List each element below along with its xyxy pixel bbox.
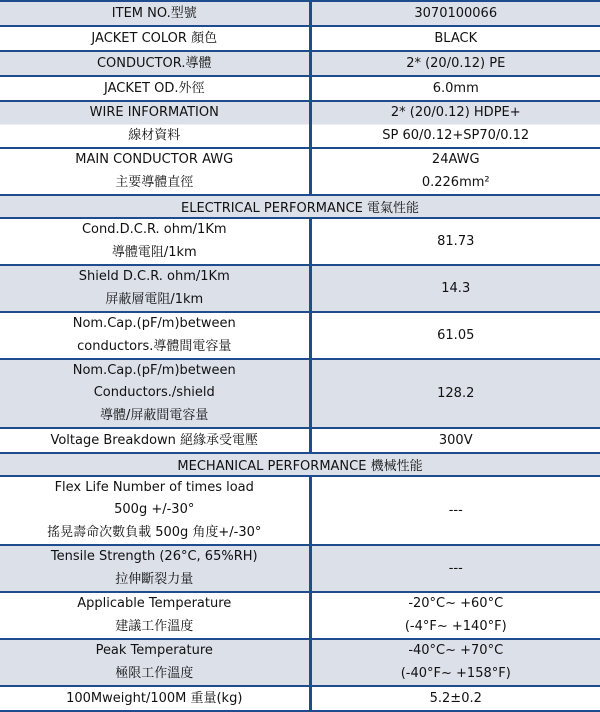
spec-label-line: MAIN CONDUCTOR AWG	[75, 152, 234, 167]
spec-row	[0, 639, 600, 686]
spec-label	[0, 76, 310, 101]
spec-label-line: 線材資料	[128, 127, 181, 143]
spec-value-line: 24AWG	[431, 152, 480, 167]
spec-value-line: 2* (20/0.12) PE	[406, 56, 506, 71]
spec-row	[0, 76, 600, 101]
spec-label-line: Peak Temperature	[95, 643, 213, 658]
spec-value	[310, 26, 600, 51]
spec-label-line: Conductors./shield	[93, 385, 215, 401]
spec-label	[0, 428, 310, 453]
spec-value	[310, 51, 600, 76]
spec-value	[310, 148, 600, 195]
spec-label	[0, 476, 310, 545]
spec-label-line: 500g +/-30°	[114, 502, 195, 518]
spec-value-line: 5.2±0.2	[429, 691, 482, 706]
spec-row	[0, 51, 600, 76]
spec-value-line: 61.05	[437, 328, 475, 343]
spec-label-line: WIRE INFORMATION	[89, 105, 219, 120]
spec-label-line: JACKET COLOR 顏色	[91, 31, 218, 46]
spec-row	[0, 1, 600, 26]
spec-label-line: ITEM NO.型號	[111, 6, 197, 21]
spec-label-line: 導體電阻/1km	[111, 244, 197, 260]
spec-label-line: Voltage Breakdown 絕緣承受電壓	[50, 433, 259, 448]
spec-label	[0, 686, 310, 711]
spec-row	[0, 26, 600, 51]
spec-value-line: (-40°F~ +158°F)	[400, 665, 511, 681]
spec-label-line: Flex Life Number of times load	[54, 480, 254, 495]
spec-value	[310, 428, 600, 453]
spec-label-line: 100Mweight/100M 重量(kg)	[66, 691, 243, 706]
spec-label	[0, 639, 310, 686]
spec-label	[0, 148, 310, 195]
spec-label-line: 建議工作溫度	[115, 618, 194, 634]
spec-value-line: 2* (20/0.12) HDPE+	[390, 105, 521, 120]
spec-row	[0, 312, 600, 359]
spec-value-line: -40°C~ +70°C	[408, 643, 504, 658]
spec-row	[0, 148, 600, 195]
spec-label	[0, 26, 310, 51]
spec-value	[310, 359, 600, 428]
spec-label-line: Cond.D.C.R. ohm/1Km	[81, 222, 227, 237]
spec-value	[310, 686, 600, 711]
spec-label	[0, 51, 310, 76]
spec-table-body	[0, 1, 600, 711]
spec-label	[0, 545, 310, 592]
spec-label-line: JACKET OD.外徑	[103, 81, 205, 96]
spec-label	[0, 312, 310, 359]
section-header	[0, 195, 600, 218]
spec-value-line: -20°C~ +60°C	[408, 596, 504, 611]
spec-label	[0, 265, 310, 312]
spec-label-line: 屏蔽層電阻/1km	[105, 291, 204, 307]
spec-label-line: Nom.Cap.(pF/m)between	[72, 316, 236, 331]
spec-row	[0, 476, 600, 545]
spec-label-line: Shield D.C.R. ohm/1Km	[78, 269, 230, 284]
spec-value-line: 81.73	[437, 234, 475, 249]
spec-value-line: 300V	[438, 433, 473, 448]
spec-row	[0, 101, 600, 148]
section-header	[0, 453, 600, 476]
spec-row	[0, 265, 600, 312]
spec-value-line: SP 60/0.12+SP70/0.12	[382, 127, 530, 143]
spec-value-line: BLACK	[434, 31, 478, 46]
spec-value-line: 6.0mm	[432, 81, 479, 96]
spec-label-line: Tensile Strength (26°C, 65%RH)	[50, 549, 258, 564]
spec-value-line: 3070100066	[414, 6, 498, 21]
spec-label-line: 導體/屏蔽間電容量	[100, 407, 209, 423]
spec-value	[310, 476, 600, 545]
spec-label	[0, 1, 310, 26]
spec-value-line: (-4°F~ +140°F)	[404, 618, 507, 634]
spec-row	[0, 428, 600, 453]
spec-value	[310, 639, 600, 686]
spec-row	[0, 592, 600, 639]
spec-value	[310, 1, 600, 26]
spec-label-line: 極限工作溫度	[115, 665, 194, 681]
spec-label	[0, 218, 310, 265]
spec-value-line: ---	[448, 503, 463, 518]
spec-value-line: ---	[448, 561, 463, 576]
section-title: MECHANICAL PERFORMANCE 機械性能	[0, 453, 600, 476]
spec-value	[310, 218, 600, 265]
section-title: ELECTRICAL PERFORMANCE 電氣性能	[0, 195, 600, 218]
spec-value-line: 0.226mm²	[421, 174, 490, 190]
spec-label-line: CONDUCTOR.導體	[96, 56, 212, 71]
spec-label-line: 拉伸斷裂力量	[115, 571, 194, 587]
spec-value	[310, 592, 600, 639]
spec-value	[310, 312, 600, 359]
spec-value	[310, 101, 600, 148]
spec-label-line: Applicable Temperature	[77, 596, 232, 611]
spec-row	[0, 686, 600, 711]
spec-value-line: 14.3	[441, 281, 471, 296]
spec-label-line: conductors.導體間電容量	[77, 338, 232, 354]
spec-label-line: Nom.Cap.(pF/m)between	[72, 363, 236, 378]
spec-value-line: 128.2	[437, 386, 475, 401]
spec-label	[0, 359, 310, 428]
spec-row	[0, 545, 600, 592]
spec-label-line: 主要導體直徑	[115, 174, 194, 190]
spec-label	[0, 101, 310, 148]
spec-value	[310, 545, 600, 592]
spec-label	[0, 592, 310, 639]
spec-row	[0, 359, 600, 428]
spec-row	[0, 218, 600, 265]
spec-label-line: 搖晃壽命次數負載 500g 角度+/-30°	[47, 524, 262, 540]
spec-value	[310, 76, 600, 101]
spec-value	[310, 265, 600, 312]
